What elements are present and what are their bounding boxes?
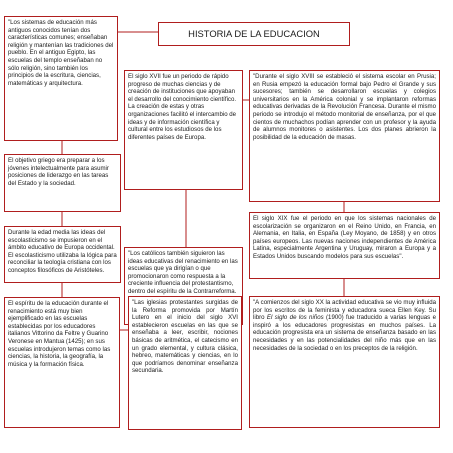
xx-text-start: "A comienzos del siglo XX la actividad educativa se vio muy influida por los escritos de la feminista y educadora sueca Ellen Key. Su libro bbox=[253, 299, 436, 322]
node-protestant-churches: "Las iglesias protestantes surgidas de la Reforma promovida por Martín Lutero en el inicio del siglo XVI establecieron escuelas en las que se enseñaba a leer, escribir, nociones básicas de aritmética, el catecismo en un grado elemental, y cultura clásica, hebreo, matemáticas y ciencias, en lo que podríamos denominar enseñanza secundaria. bbox=[128, 296, 242, 430]
node-middle-ages: Durante la edad media las ideas del escolasticismo se impusieron en el ámbito educativo de Europa occidental. El escolasticismo utilizaba la lógica para reconciliar la teología cristiana con los conceptos filosóficos de Aristóteles. bbox=[4, 226, 121, 283]
node-greek-education: El objetivo griego era preparar a los jóvenes intelectualmente para asumir posiciones de liderazgo en las tareas del Estado y la sociedad. bbox=[4, 154, 121, 212]
xx-text-end: (1900) fue traducido a varias lenguas e inspiró a los educadores progresistas en muchos países. La educación progresista era un sistema de enseñanza basado en las necesidades y en las potencialidades del niño más que en las necesidades de la sociedad o en los preceptos de la religión. bbox=[253, 314, 436, 352]
node-ancient-egypt: "Los sistemas de educación más antiguos conocidos tenían dos características comunes; enseñaban religión y mantenían las tradiciones del pueblo. En el antiguo Egipto, las escuelas del templo enseñaban no sólo religión, sino también los principios de la escritura, ciencias, matemáticas y arquitectura. bbox=[4, 16, 118, 141]
node-siglo-xviii: "Durante el siglo XVIII se estableció el sistema escolar en Prusia; en Rusia empezó la educación formal bajo Pedro el Grande y sus sucesores; también se desarrollaron escuelas y colegios universitarios en la América colonial y se implantaron reformas educativas derivadas de la Revolución Francesa. Durante el mismo periodo se introdujo el método monitorial de enseñanza, por el que cientos de muchachos podían aprender con un profesor y la ayuda de alumnos monitores o asistentes. Los dos planes abrieron la posibilidad de la educación de masas. bbox=[249, 70, 440, 202]
node-siglo-xvii: El siglo XVII fue un periodo de rápido progreso de muchas ciencias y de creación de instituciones que apoyaban el desarrollo del conocimiento científico. La creación de estas y otras organizaciones facilitó el intercambio de ideas y de información científica y cultural entre los estudiosos de los diferentes países de Europa. bbox=[124, 70, 243, 190]
book-title: El siglo de los niños bbox=[266, 314, 324, 322]
node-siglo-xx bbox=[249, 296, 440, 428]
node-renaissance: El espíritu de la educación durante el renacimiento está muy bien ejemplificado en las escuelas establecidas por los educadores italianos Vittorino da Feltre y Guarino Veronese en Mantua (1425); en sus escuelas introdujeron temas como las ciencias, la historia, la geografía, la música y la formación física. bbox=[4, 297, 120, 428]
page-title: HISTORIA DE LA EDUCACION bbox=[158, 22, 350, 46]
node-catholics: "Los católicos también siguieron las ideas educativas del renacimiento en las escuelas que ya dirigían o que promocionaron como respuesta a la creciente influencia del protestantismo, dentro del espíritu de la Contrarreforma. bbox=[124, 247, 243, 325]
node-siglo-xix: El siglo XIX fue el periodo en que los sistemas nacionales de escolarización se organizaron en el Reino Unido, en Francia, en Alemania, en Italia, en España (Ley Moyano, de 1858) y en otros países europeos. Las nuevas naciones independientes de América Latina, especialmente Argentina y Uruguay, miraron a Europa y a Estados Unidos buscando modelos para sus escuelas". bbox=[249, 212, 440, 279]
